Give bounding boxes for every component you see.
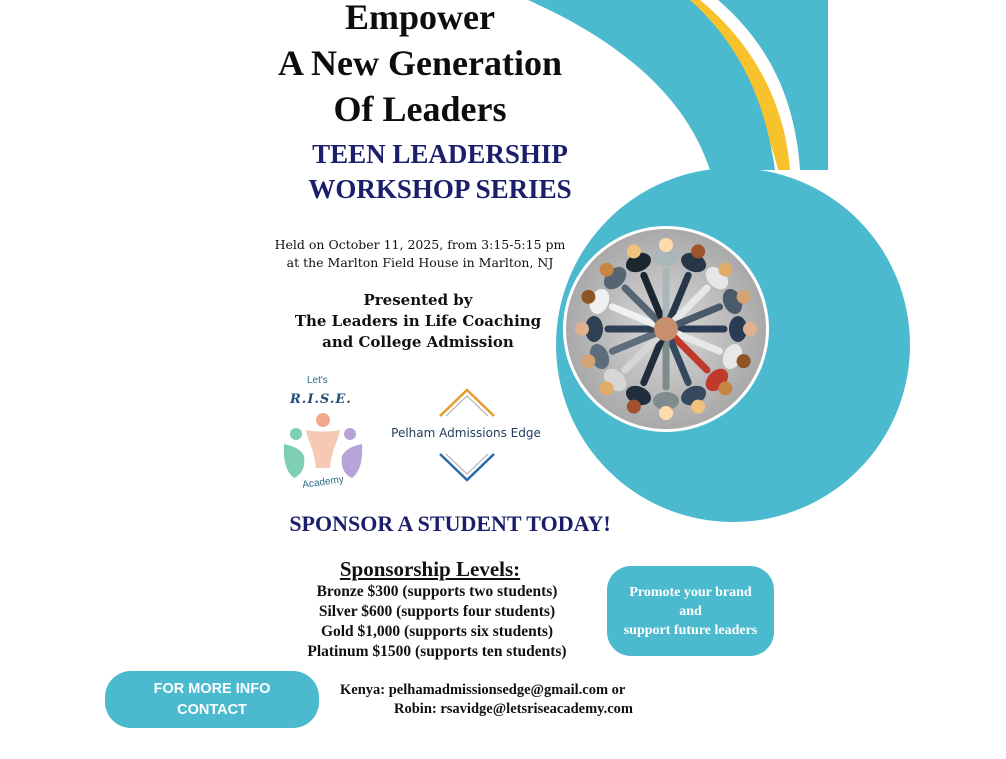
rise-academy-logo bbox=[280, 372, 366, 490]
group-hands-together-photo bbox=[566, 229, 766, 429]
contact-info bbox=[340, 681, 680, 719]
rise-title-text: R.I.S.E. bbox=[290, 392, 352, 407]
event-details bbox=[250, 236, 590, 272]
contact-kenya[interactable]: Kenya: pelhamadmissionsedge@gmail.com or bbox=[340, 682, 626, 698]
presenter-line-2: and College Admission bbox=[322, 333, 514, 351]
headline-line-1: Empower bbox=[345, 0, 495, 37]
presented-label: Presented by bbox=[363, 291, 473, 309]
subheading bbox=[270, 137, 610, 207]
rise-lets-text: Let's bbox=[307, 375, 328, 386]
sponsorship-levels-title: Sponsorship Levels: bbox=[339, 557, 521, 581]
more-info-line-2: CONTACT bbox=[177, 701, 247, 718]
promo-line-1: Promote your brand bbox=[629, 584, 752, 600]
more-info-button[interactable] bbox=[105, 671, 319, 728]
more-info-line-1: FOR MORE INFO bbox=[153, 680, 271, 697]
rise-academy-figures-icon bbox=[280, 372, 366, 490]
headline-line-3: Of Leaders bbox=[333, 89, 507, 129]
level-bronze: Bronze $300 (supports two students) bbox=[316, 583, 558, 600]
level-silver: Silver $600 (supports four students) bbox=[318, 603, 556, 620]
headline bbox=[230, 0, 610, 132]
sponsorship-levels-list bbox=[262, 582, 612, 662]
subheading-line-2: WORKSHOP SERIES bbox=[308, 174, 572, 204]
pelham-admissions-logo bbox=[386, 388, 546, 484]
presented-by bbox=[268, 290, 568, 353]
promo-line-2: and bbox=[679, 603, 702, 619]
level-gold: Gold $1,000 (supports six students) bbox=[320, 623, 554, 640]
svg-text:Academy: Academy bbox=[301, 474, 345, 490]
contact-robin[interactable]: Robin: rsavidge@letsriseacademy.com bbox=[394, 701, 634, 717]
level-platinum: Platinum $1500 (supports ten students) bbox=[307, 643, 567, 660]
sponsor-heading: SPONSOR A STUDENT TODAY! bbox=[289, 511, 611, 536]
promote-brand-badge bbox=[607, 566, 774, 656]
event-date-time: Held on October 11, 2025, from 3:15-5:15 pm bbox=[274, 237, 566, 252]
promo-line-3: support future leaders bbox=[623, 622, 758, 638]
event-location: at the Marlton Field House in Marlton, NJ bbox=[286, 255, 554, 270]
headline-line-2: A New Generation bbox=[278, 43, 562, 83]
subheading-line-1: TEEN LEADERSHIP bbox=[312, 139, 568, 169]
presenter-line-1: The Leaders in Life Coaching bbox=[294, 312, 542, 330]
pelham-name: Pelham Admissions Edge bbox=[391, 426, 541, 440]
